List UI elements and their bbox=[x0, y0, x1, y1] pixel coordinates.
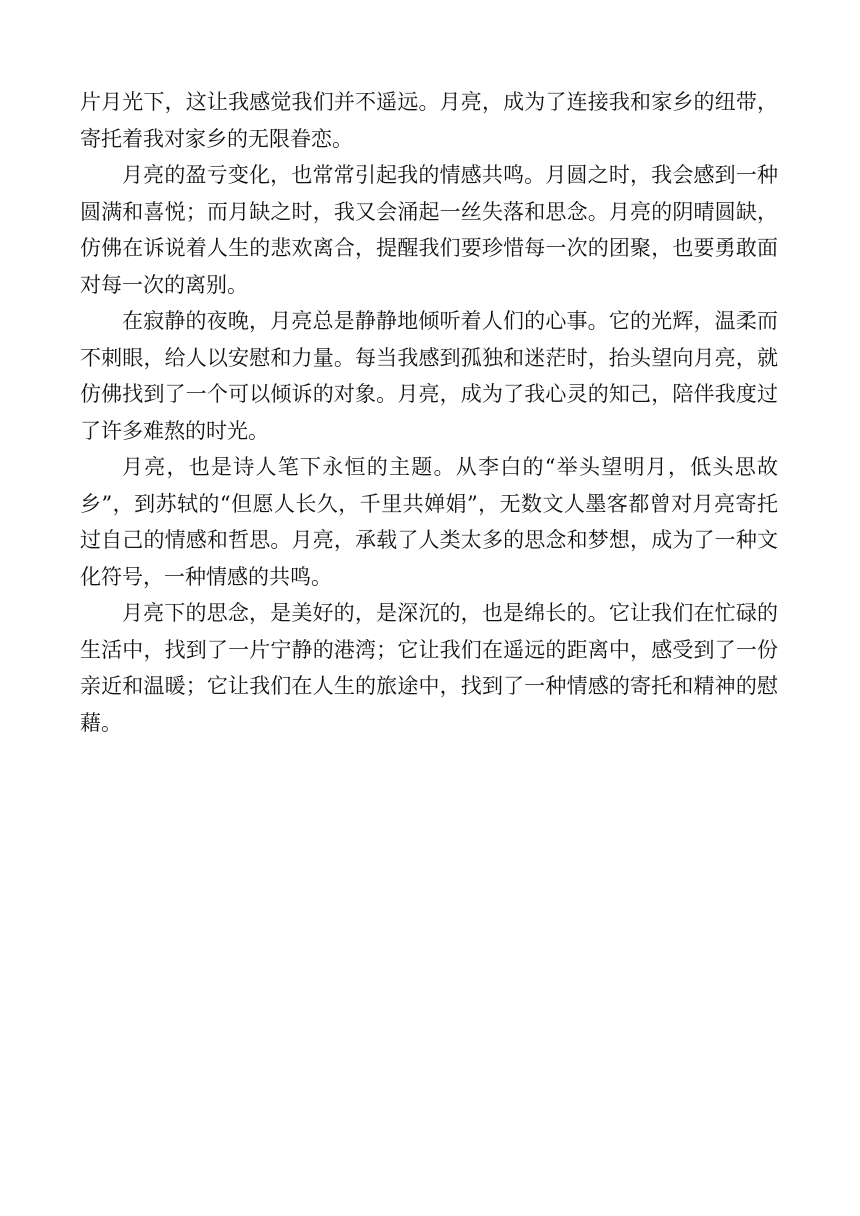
paragraph-continuation: 片月光下，这让我感觉我们并不遥远。月亮，成为了连接我和家乡的纽带，寄托着我对家乡的无限眷恋。 bbox=[80, 90, 778, 151]
document-page bbox=[80, 84, 778, 741]
paragraph-poetry: 月亮，也是诗人笔下永恒的主题。从李白的“举头望明月，低头思故乡”，到苏轼的“但愿人长久，千里共婵娟”，无数文人墨客都曾对月亮寄托过自己的情感和哲思。月亮，承载了人类太多的思念和梦想，成为了一种文化符号，一种情感的共鸣。 bbox=[80, 455, 778, 589]
paragraph-quiet-night: 在寂静的夜晚，月亮总是静静地倾听着人们的心事。它的光辉，温柔而不刺眼，给人以安慰和力量。每当我感到孤独和迷茫时，抬头望向月亮，就仿佛找到了一个可以倾诉的对象。月亮，成为了我心灵的知己，陪伴我度过了许多难熬的时光。 bbox=[80, 309, 778, 443]
paragraph-moon-phases: 月亮的盈亏变化，也常常引起我的情感共鸣。月圆之时，我会感到一种圆满和喜悦；而月缺之时，我又会涌起一丝失落和思念。月亮的阴晴圆缺，仿佛在诉说着人生的悲欢离合，提醒我们要珍惜每一次的团聚，也要勇敢面对每一次的离别。 bbox=[80, 163, 778, 297]
paragraph-conclusion: 月亮下的思念，是美好的，是深沉的，也是绵长的。它让我们在忙碌的生活中，找到了一片宁静的港湾；它让我们在遥远的距离中，感受到了一份亲近和温暖；它让我们在人生的旅途中，找到了一种情感的寄托和精神的慰藉。 bbox=[80, 601, 778, 735]
